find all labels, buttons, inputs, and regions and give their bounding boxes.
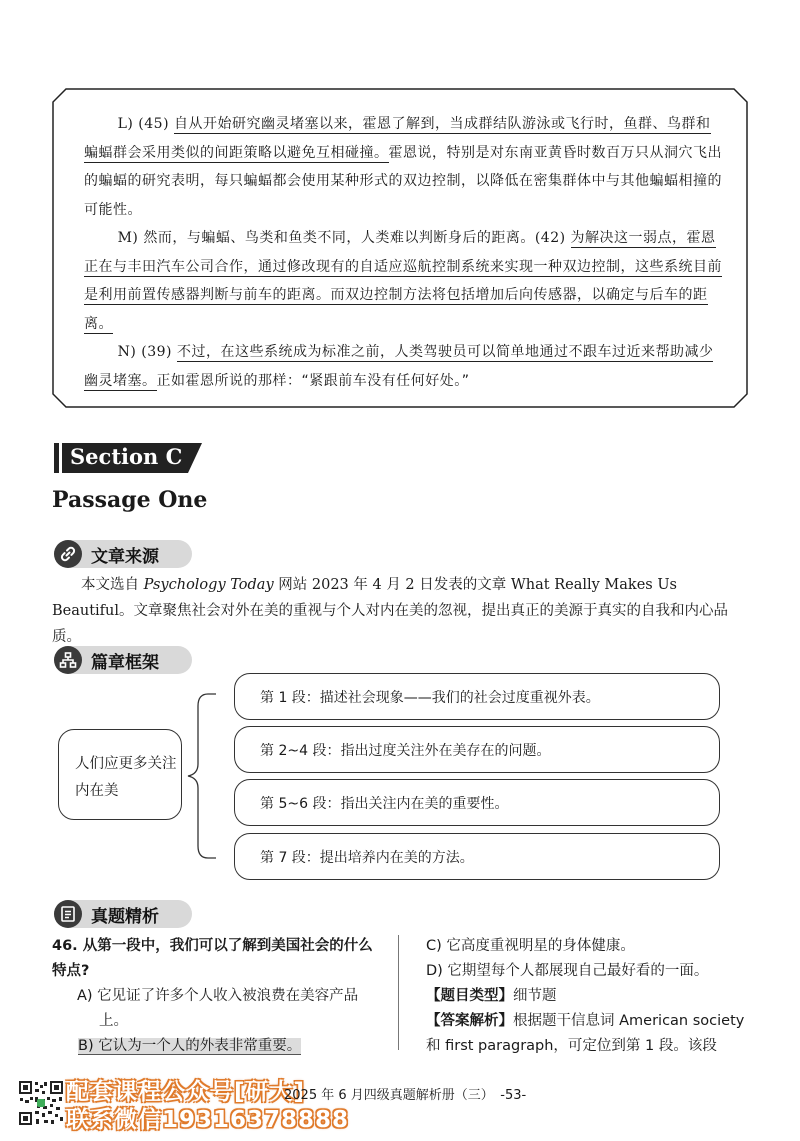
analysis-heading-label: 真题精析 bbox=[91, 907, 159, 927]
passage-title: Passage One bbox=[52, 487, 208, 513]
outline-item bbox=[234, 833, 720, 880]
outline-brace bbox=[186, 692, 236, 860]
question-type-value: 细节题 bbox=[513, 988, 557, 1004]
column-divider bbox=[398, 935, 399, 1050]
page-footer: 2025 年 6 月四级真题解析册（三） -53- bbox=[284, 1088, 527, 1103]
promo-line-2: 联系微信19316378888 bbox=[66, 1107, 350, 1133]
hierarchy-icon bbox=[54, 646, 82, 674]
outline-heading-label: 篇章框架 bbox=[91, 653, 159, 673]
option-b: B) 它认为一个人的外表非常重要。 bbox=[78, 1038, 302, 1054]
outline-item bbox=[234, 673, 720, 720]
para-M-underlined: 为解决这一弱点，霍恩正在与丰田汽车公司合作，通过修改现有的自适应巡航控制系统来实现一种双边控制，这些系统目前是利用前置传感器判断与前车的距离。而双边控制方法将包括增加后向传感器，以确定与后车的距离。 bbox=[84, 230, 722, 332]
para-L-rest: 霍恩说，特别是对东南亚黄昏时数百万只从洞穴飞出的蝙蝠的研究表明，每只蝙蝠都会使用某种形式的双边控制，以降低在密集群体中与其他蝙蝠相撞的可能性。 bbox=[84, 144, 722, 218]
outline-center-box bbox=[58, 729, 182, 820]
translation-para-M bbox=[84, 224, 724, 338]
answer-explanation-text: 根据题干信息词 American society 和 first paragraph，可定位到第 1 段。该段 bbox=[426, 1013, 745, 1054]
translation-para-N bbox=[84, 338, 724, 395]
answer-explanation-label: 【答案解析】 bbox=[426, 1013, 513, 1029]
answer-explanation bbox=[426, 1009, 752, 1059]
para-L-underlined: 自从开始研究幽灵堵塞以来，霍恩了解到，当成群结队游泳或飞行时，鱼群、鸟群和蝙蝠群会采用类似的间距策略以避免互相碰撞。 bbox=[84, 116, 711, 161]
question-type-row bbox=[426, 984, 752, 1009]
para-N-rest: 正如霍恩所说的那样：“紧跟前车没有任何好处。” bbox=[156, 372, 470, 389]
outline-item bbox=[234, 779, 720, 826]
link-icon bbox=[54, 540, 82, 568]
outline-item bbox=[234, 726, 720, 773]
option-d: D) 它期望每个人都展现自己最好看的一面。 bbox=[426, 963, 709, 979]
para-N-underlined: 不过，在这些系统成为标准之前，人类驾驶员可以简单地通过不跟车过近来帮助减少幽灵堵塞。 bbox=[84, 344, 714, 389]
outline-item-text: 第 2~4 段：指出过度关注外在美存在的问题。 bbox=[260, 743, 551, 759]
document-icon bbox=[54, 900, 82, 928]
question-column-left bbox=[52, 934, 382, 1059]
para-M-prefix: M) 然而，与蝙蝠、鸟类和鱼类不同，人类难以判断身后的距离。(42) bbox=[117, 230, 571, 246]
promo-line-1: 配套课程公众号[研大] bbox=[66, 1079, 306, 1105]
option-b-row bbox=[52, 1034, 382, 1059]
source-paragraph bbox=[52, 572, 752, 650]
question-stem: 46. 从第一段中，我们可以了解到美国社会的什么特点? bbox=[52, 938, 373, 979]
question-column-right bbox=[426, 934, 752, 1059]
option-c: C) 它高度重视明星的身体健康。 bbox=[426, 938, 635, 954]
para-N-prefix: N) (39) bbox=[117, 344, 177, 360]
translation-box bbox=[52, 88, 748, 408]
translation-para-L bbox=[84, 110, 724, 224]
source-publication: Psychology Today bbox=[143, 577, 274, 593]
source-heading-label: 文章来源 bbox=[91, 547, 159, 567]
source-text-pre: 本文选自 bbox=[81, 577, 144, 593]
outline-item-text: 第 5~6 段：指出关注内在美的重要性。 bbox=[260, 796, 509, 812]
outline-item-text: 第 7 段：提出培养内在美的方法。 bbox=[260, 850, 474, 866]
section-header bbox=[54, 443, 202, 473]
qr-code bbox=[18, 1080, 64, 1126]
question-type-label: 【题目类型】 bbox=[426, 988, 513, 1004]
section-label: Section C bbox=[70, 444, 183, 469]
para-L-prefix: L) (45) bbox=[117, 116, 174, 132]
option-a: A) 它见证了许多个人收入被浪费在美容产品上。 bbox=[77, 988, 359, 1029]
outline-center-text: 人们应更多关注内在美 bbox=[75, 756, 177, 799]
outline-item-text: 第 1 段：描述社会现象——我们的社会过度重视外表。 bbox=[260, 690, 600, 706]
source-text-post: 网站 2023 年 4 月 2 日发表的文章 What Really Makes Us Beautiful。文章聚焦社会对外在美的重视与个人对内在美的忽视，提出真正的美源于真实的自我和内心品质。 bbox=[52, 577, 729, 645]
